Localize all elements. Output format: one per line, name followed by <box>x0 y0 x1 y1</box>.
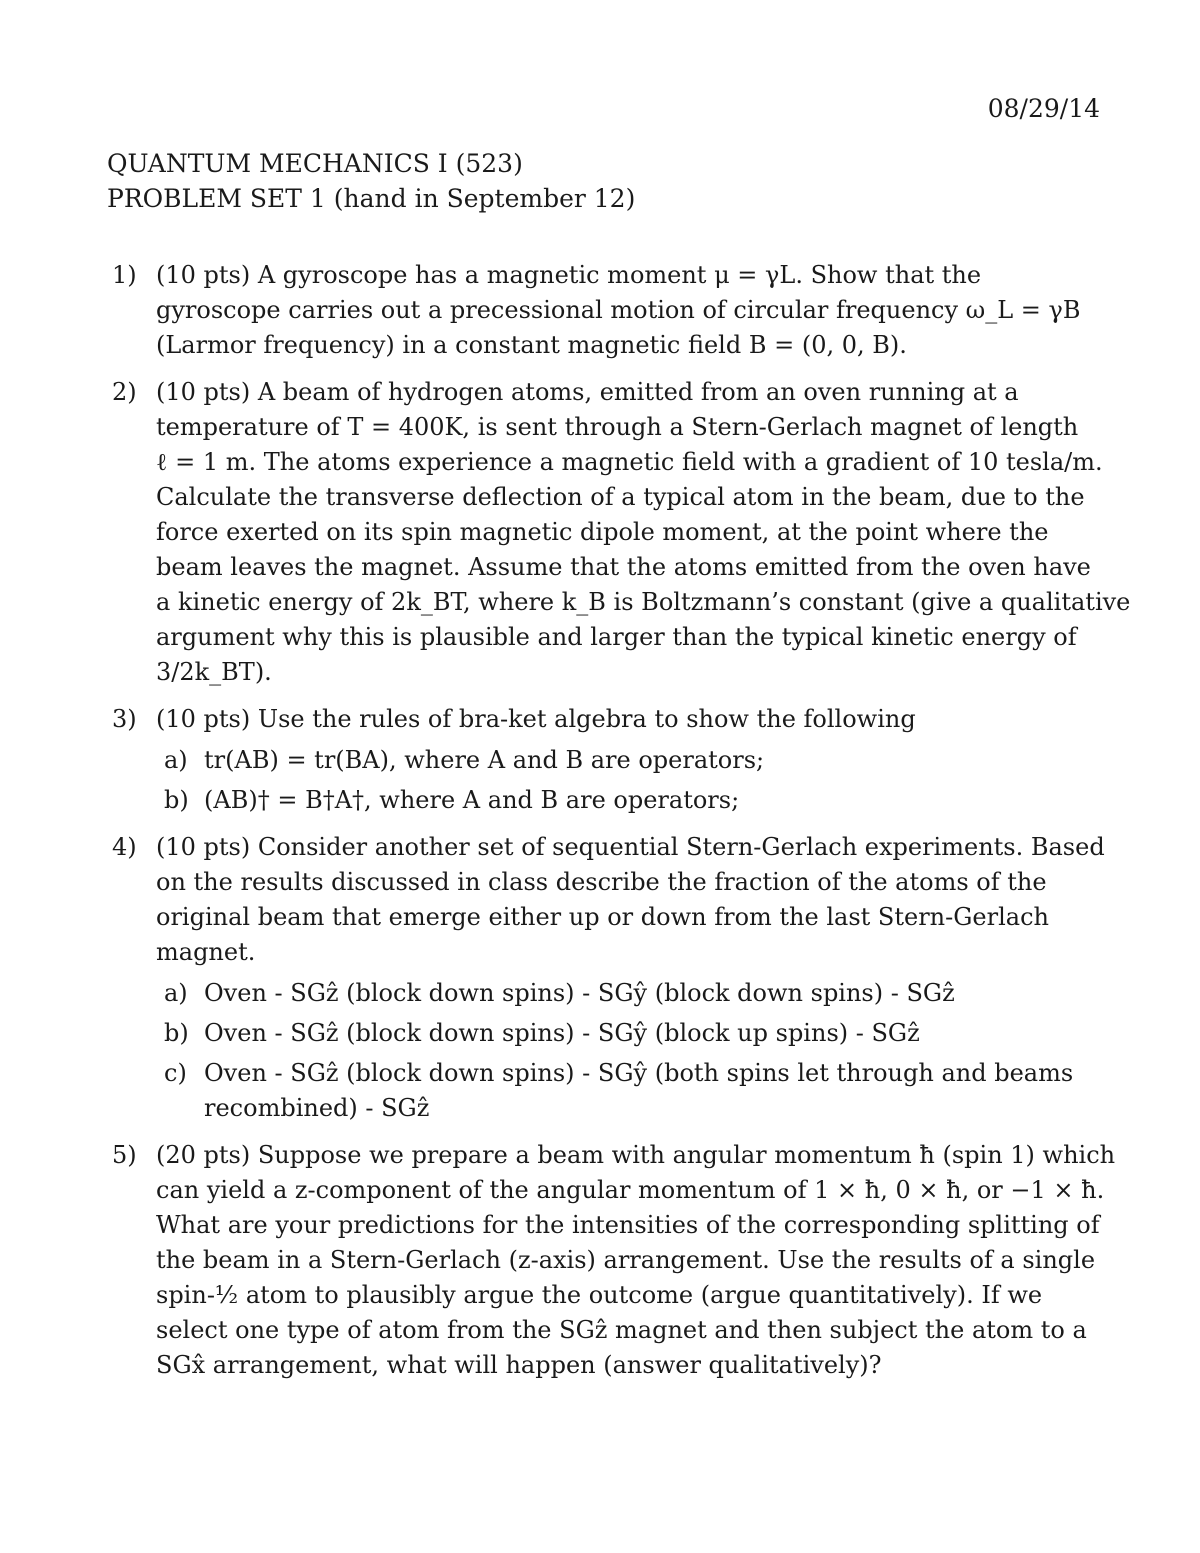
problem-text-line: ℓ = 1 m. The atoms experience a magnetic field with a gradient of 10 tesla/m. <box>156 448 1103 476</box>
problem-3 <box>112 702 1112 818</box>
course-title: QUANTUM MECHANICS I (523) <box>107 149 523 178</box>
date: 08/29/14 <box>987 94 1100 123</box>
sub-item-text-line: recombined) - SGẑ <box>204 1094 430 1122</box>
sub-item-text-line: (AB)† = B†A†, where A and B are operators; <box>204 786 740 814</box>
problem-text <box>156 830 1112 970</box>
problem-number: 1) <box>112 261 137 289</box>
sub-item <box>164 976 1112 1011</box>
problem-text-line: (10 pts) A gyroscope has a magnetic moment μ = γL. Show that the <box>156 261 982 289</box>
problem-text-line: the beam in a Stern-Gerlach (z-axis) arrangement. Use the results of a single <box>156 1246 1096 1274</box>
problem-text-line: (10 pts) A beam of hydrogen atoms, emitted from an oven running at a <box>156 378 1019 406</box>
problem-text-line: original beam that emerge either up or down from the last Stern-Gerlach <box>156 903 1049 931</box>
problem-text-line: 3/2k_BT). <box>156 658 272 686</box>
set-title: PROBLEM SET 1 (hand in September 12) <box>107 184 636 213</box>
problem-text-line: gyroscope carries out a precessional motion of circular frequency ω_L = γB <box>156 296 1081 324</box>
problem-text-line: select one type of atom from the SGẑ magnet and then subject the atom to a <box>156 1316 1087 1344</box>
sub-item-list <box>156 743 1112 818</box>
problem-text-line: Calculate the transverse deflection of a typical atom in the beam, due to the <box>156 483 1085 511</box>
sub-item <box>164 743 1112 778</box>
problem-text-line: force exerted on its spin magnetic dipole moment, at the point where the <box>156 518 1049 546</box>
sub-item-label: a) <box>164 746 188 774</box>
sub-item-list <box>156 976 1112 1126</box>
problem-number: 4) <box>112 833 137 861</box>
problem-number: 5) <box>112 1141 137 1169</box>
problem-number: 2) <box>112 378 137 406</box>
sub-item-label: b) <box>164 786 189 814</box>
problem-4 <box>112 830 1112 1126</box>
problem-list <box>112 258 1131 1395</box>
problem-text <box>156 258 1112 363</box>
sub-item-text-line: tr(AB) = tr(BA), where A and B are operators; <box>204 746 765 774</box>
problem-text-line: beam leaves the magnet. Assume that the atoms emitted from the oven have <box>156 553 1091 581</box>
problem-2 <box>112 375 1131 690</box>
problem-text-line: a kinetic energy of 2k_BT, where k_B is Boltzmann’s constant (give a qualitative <box>156 588 1131 616</box>
problem-text-line: What are your predictions for the intensities of the corresponding splitting of <box>156 1211 1100 1239</box>
problem-text <box>156 1138 1116 1383</box>
sub-item-label: a) <box>164 979 188 1007</box>
sub-item <box>164 1056 1112 1126</box>
problem-text-line: spin-½ atom to plausibly argue the outcome (argue quantitatively). If we <box>156 1281 1043 1309</box>
problem-text-line: (20 pts) Suppose we prepare a beam with angular momentum ħ (spin 1) which <box>156 1141 1116 1169</box>
problem-number: 3) <box>112 705 137 733</box>
problem-5 <box>112 1138 1116 1383</box>
problem-text-line: temperature of T = 400K, is sent through a Stern-Gerlach magnet of length <box>156 413 1079 441</box>
header <box>107 146 635 216</box>
problem-text <box>156 375 1131 690</box>
problem-text-line: argument why this is plausible and larger than the typical kinetic energy of <box>156 623 1077 651</box>
problem-text-line: can yield a z-component of the angular momentum of 1 × ħ, 0 × ħ, or −1 × ħ. <box>156 1176 1105 1204</box>
problem-text-line: on the results discussed in class describe the fraction of the atoms of the <box>156 868 1047 896</box>
problem-text-line: SGx̂ arrangement, what will happen (answer qualitatively)? <box>156 1351 882 1379</box>
sub-item-text-line: Oven - SGẑ (block down spins) - SGŷ (block down spins) - SGẑ <box>204 979 955 1007</box>
sub-item-label: b) <box>164 1019 189 1047</box>
problem-text-line: (Larmor frequency) in a constant magnetic field B = (0, 0, B). <box>156 331 907 359</box>
problem-text-line: magnet. <box>156 938 256 966</box>
sub-item-label: c) <box>164 1059 187 1087</box>
sub-item <box>164 1016 1112 1051</box>
problem-text-line: (10 pts) Use the rules of bra-ket algebra to show the following <box>156 705 916 733</box>
sub-item <box>164 783 1112 818</box>
sub-item-text-line: Oven - SGẑ (block down spins) - SGŷ (both spins let through and beams <box>204 1059 1074 1087</box>
sub-item-text-line: Oven - SGẑ (block down spins) - SGŷ (block up spins) - SGẑ <box>204 1019 920 1047</box>
problem-1 <box>112 258 1112 363</box>
problem-text <box>156 702 1112 737</box>
problem-text-line: (10 pts) Consider another set of sequential Stern-Gerlach experiments. Based <box>156 833 1105 861</box>
